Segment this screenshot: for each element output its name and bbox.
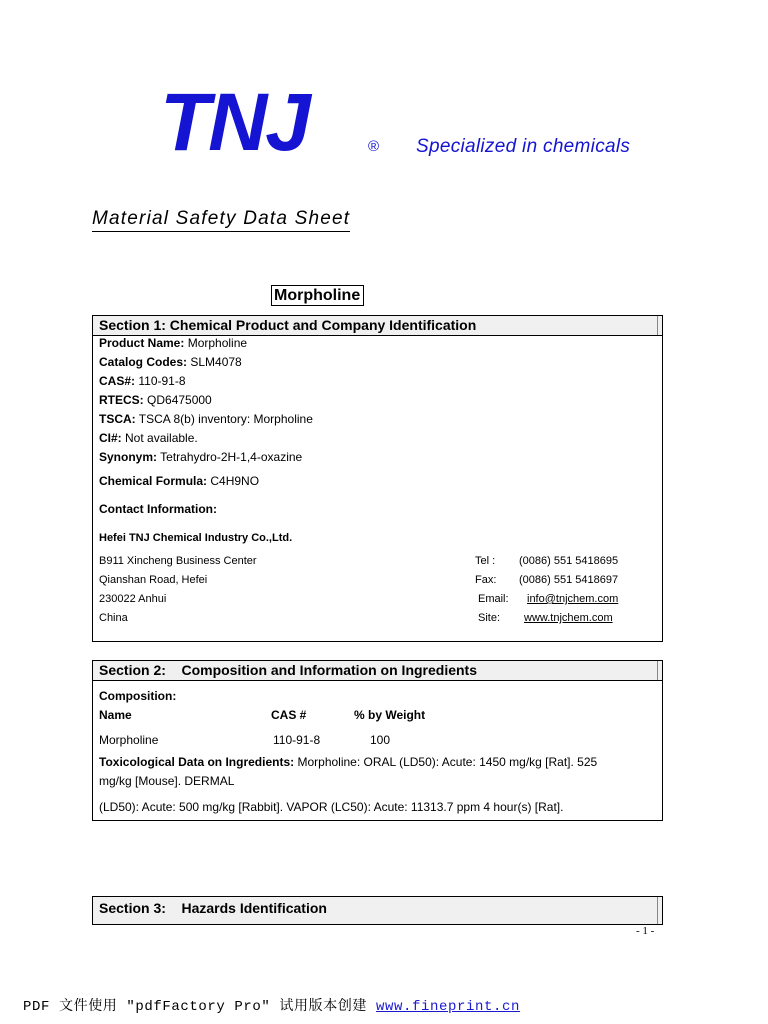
formula-row: Chemical Formula: C4H9NO [99,474,260,488]
col-header-cas: CAS # [271,708,307,722]
section-1-box [92,315,663,642]
section-1-title: Section 1: Chemical Product and Company Identification [93,316,662,336]
ci-row: CI#: Not available. [99,431,198,445]
product-title: Morpholine [271,285,364,306]
footer-text: PDF 文件使用 "pdfFactory Pro" 试用版本创建 [23,999,377,1015]
tox-line-3: (LD50): Acute: 500 mg/kg [Rabbit]. VAPOR (LC50): Acute: 11313.7 ppm 4 hour(s) [Rat]. [99,800,564,814]
section-2-title: Section 2: Composition and Information on Ingredients [93,661,662,681]
tel-value: (0086) 551 5418695 [519,555,619,567]
fax-label: Fax: [475,574,497,586]
section-3-title: Section 3: Hazards Identification [93,897,662,924]
footer-watermark [23,995,520,1015]
address-line-1: B911 Xincheng Business Center [99,555,257,567]
catalog-codes-row: Catalog Codes: SLM4078 [99,355,242,369]
tox-line-1: Toxicological Data on Ingredients: Morpholine: ORAL (LD50): Acute: 1450 mg/kg [Rat]. 525 [99,755,598,769]
address-line-4: China [99,612,128,624]
fax-value: (0086) 551 5418697 [519,574,619,586]
composition-label: Composition: [99,689,177,703]
section-2-box [92,660,663,821]
contact-info-label: Contact Information: [99,502,217,516]
ingredient-cas: 110-91-8 [273,733,321,747]
address-line-3: 230022 Anhui [99,593,167,605]
company-logo: TNJ [160,77,309,168]
col-header-name: Name [99,708,132,722]
ingredient-name: Morpholine [99,733,159,747]
email-link[interactable]: info@tnjchem.com [527,593,619,605]
ingredient-weight: 100 [370,733,391,747]
site-link[interactable]: www.tnjchem.com [524,612,613,624]
footer-link[interactable]: www.fineprint.cn [376,999,521,1015]
product-name-row: Product Name: Morpholine [99,336,248,350]
tagline: Specialized in chemicals [416,136,631,157]
page-number: - 1 - [636,925,655,937]
col-header-weight: % by Weight [354,708,426,722]
company-name: Hefei TNJ Chemical Industry Co.,Ltd. [99,532,293,544]
registered-mark: ® [368,138,380,155]
cas-row: CAS#: 110-91-8 [99,374,186,388]
site-label: Site: [478,612,501,624]
document-title: Material Safety Data Sheet [92,208,350,232]
tox-line-2: mg/kg [Mouse]. DERMAL [99,774,235,788]
address-line-2: Qianshan Road, Hefei [99,574,208,586]
synonym-row: Synonym: Tetrahydro-2H-1,4-oxazine [99,450,303,464]
rtecs-row: RTECS: QD6475000 [99,393,212,407]
email-label: Email: [478,593,509,605]
section-3-box [92,896,663,925]
tel-label: Tel : [475,555,496,567]
tsca-row: TSCA: TSCA 8(b) inventory: Morpholine [99,412,313,426]
